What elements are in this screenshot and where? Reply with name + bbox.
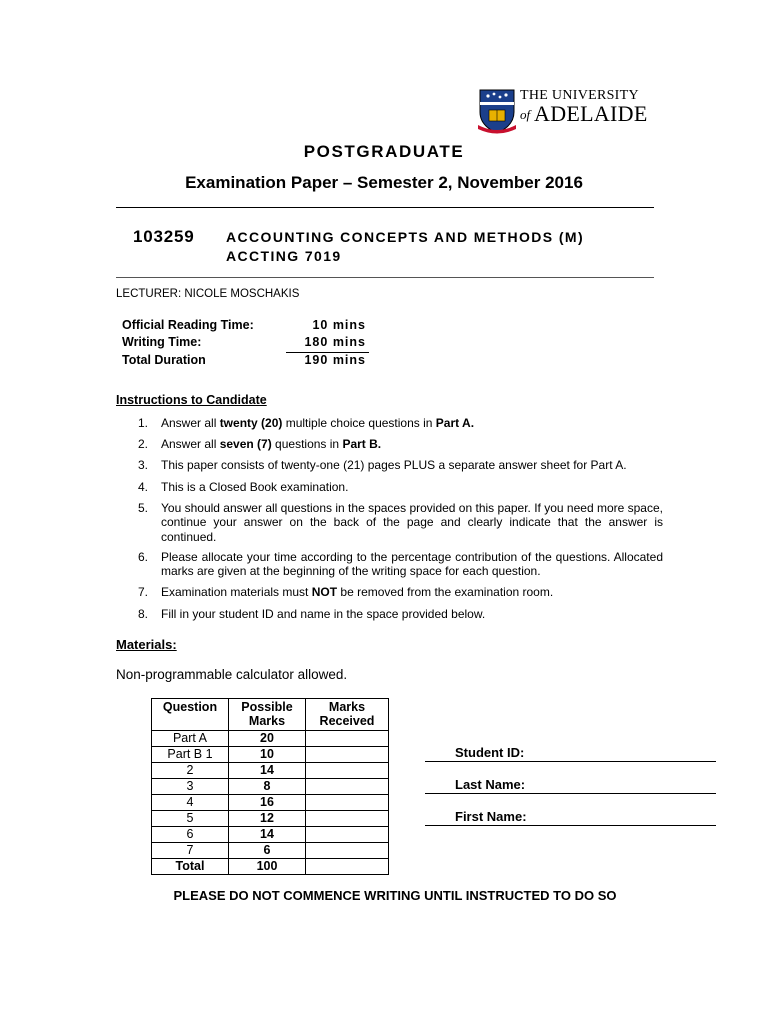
logo-line1: THE UNIVERSITY — [520, 88, 639, 103]
last-name-field[interactable] — [425, 793, 716, 794]
marks-received-cell[interactable] — [306, 779, 389, 795]
table-row: 4 16 — [152, 795, 389, 811]
table-row: 2 14 — [152, 763, 389, 779]
table-row: Part A 20 — [152, 731, 389, 747]
level-title: POSTGRADUATE — [303, 142, 465, 161]
logo-name: ADELAIDE — [534, 101, 648, 126]
writing-time-label: Writing Time: — [122, 335, 202, 349]
writing-time-value: 180 mins — [304, 335, 366, 349]
marks-received-cell[interactable] — [306, 827, 389, 843]
marks-received-total-cell[interactable] — [306, 859, 389, 875]
table-row: Part B 1 10 — [152, 747, 389, 763]
marks-received-cell[interactable] — [306, 763, 389, 779]
table-row: 6 14 — [152, 827, 389, 843]
table-row: 5 12 — [152, 811, 389, 827]
marks-received-cell[interactable] — [306, 731, 389, 747]
col-marks-received: Marks Received — [306, 699, 389, 731]
table-row: 3 8 — [152, 779, 389, 795]
marks-received-cell[interactable] — [306, 843, 389, 859]
student-id-label: Student ID: — [455, 745, 525, 760]
divider — [116, 277, 654, 278]
materials-text: Non-programmable calculator allowed. — [116, 667, 348, 682]
table-header-row — [152, 699, 389, 731]
course-subject-code: ACCTING 7019 — [226, 248, 342, 264]
university-logo — [478, 86, 648, 136]
exam-title: Examination Paper – Semester 2, November 2016 — [185, 173, 583, 192]
student-id-field[interactable] — [425, 761, 716, 762]
marks-table — [151, 698, 389, 875]
marks-received-cell[interactable] — [306, 747, 389, 763]
marks-received-cell[interactable] — [306, 811, 389, 827]
reading-time-value: 10 mins — [312, 318, 366, 332]
first-name-label: First Name: — [455, 809, 527, 824]
divider — [116, 207, 654, 208]
marks-received-cell[interactable] — [306, 795, 389, 811]
total-duration-value: 190 mins — [304, 353, 366, 367]
reading-time-label: Official Reading Time: — [122, 318, 254, 332]
col-question: Question — [152, 699, 229, 731]
lecturer: LECTURER: NICOLE MOSCHAKIS — [116, 288, 300, 300]
col-possible-marks: Possible Marks — [229, 699, 306, 731]
total-duration-label: Total Duration — [122, 353, 206, 367]
instructions-heading: Instructions to Candidate — [116, 393, 267, 407]
materials-heading: Materials: — [116, 637, 177, 652]
commence-warning: PLEASE DO NOT COMMENCE WRITING UNTIL INSTRUCTED TO DO SO — [173, 888, 617, 903]
logo-of: of — [520, 107, 531, 122]
course-name: ACCOUNTING CONCEPTS AND METHODS (M) — [226, 229, 585, 245]
table-row-total: Total 100 — [152, 859, 389, 875]
university-crest-icon — [478, 88, 516, 134]
first-name-field[interactable] — [425, 825, 716, 826]
table-row: 7 6 — [152, 843, 389, 859]
last-name-label: Last Name: — [455, 777, 526, 792]
course-code: 103259 — [133, 227, 195, 246]
